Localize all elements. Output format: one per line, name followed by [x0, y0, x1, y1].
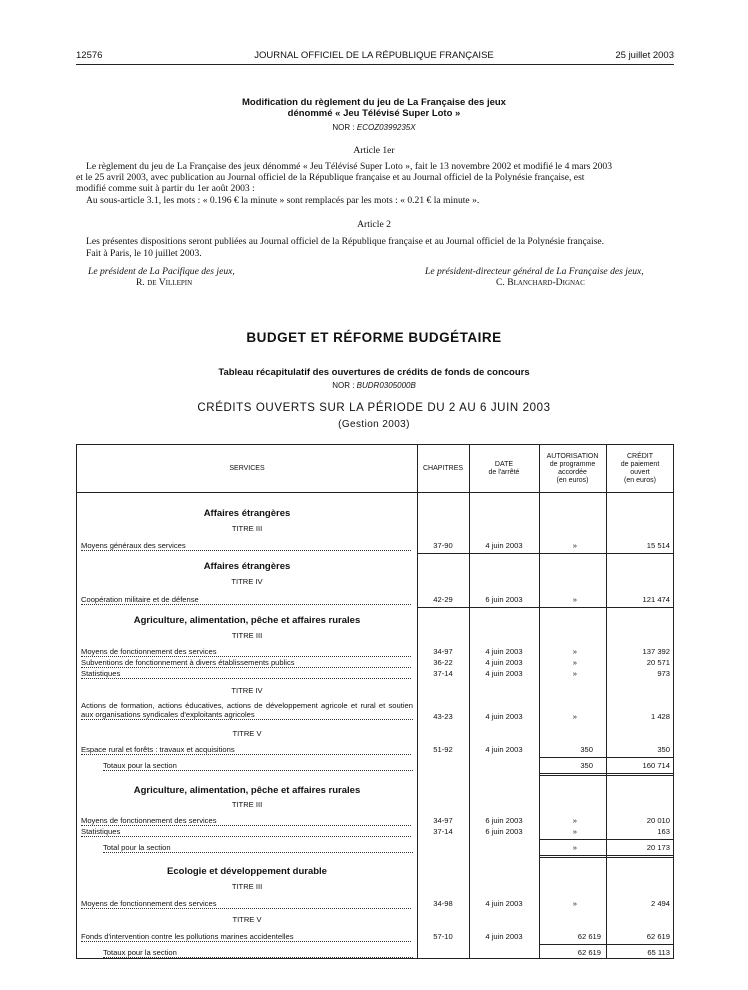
- row-date: 4 juin 2003: [485, 658, 523, 667]
- titre-label: TITRE V: [232, 915, 262, 924]
- nor-value: ECOZ0399235X: [356, 123, 416, 132]
- section-heading: Affaires étrangères: [203, 561, 291, 572]
- header-credit: [606, 445, 674, 492]
- row-ap: »: [572, 647, 577, 656]
- row-chapitre: 34-98: [433, 899, 453, 908]
- titre-label: TITRE III: [231, 524, 263, 533]
- row-chapitre: 37-14: [433, 669, 453, 678]
- titre-label: TITRE IV: [231, 577, 263, 586]
- row-date: 4 juin 2003: [485, 712, 523, 721]
- row-label-text: Actions de formation, actions éducatives, actions de développement agricole et rural et soutien aux organisations syndicales d'exploitants agricoles: [81, 701, 413, 719]
- header-ap-l4: (en euros): [556, 476, 589, 484]
- row-chapitre: 57-10: [433, 932, 453, 941]
- row-chapitre: 36-22: [433, 658, 453, 667]
- row-label: [81, 701, 413, 720]
- titre-label: TITRE IV: [231, 686, 263, 695]
- loto-title-1: Modification du règlement du jeu de La Française des jeux: [242, 97, 506, 108]
- nor-label: NOR :: [332, 381, 355, 390]
- total-cp: 160 714: [642, 761, 670, 770]
- header-rule: [77, 492, 673, 493]
- row-ap: »: [572, 899, 577, 908]
- header-cp-l1: CRÉDIT: [626, 452, 654, 460]
- row-label: [81, 745, 413, 755]
- header-services: SERVICES: [229, 464, 265, 472]
- row-label: [81, 932, 413, 942]
- row-rule: [539, 757, 673, 758]
- row-chapitre: 37-14: [433, 827, 453, 836]
- gestion-label: (Gestion 2003): [338, 419, 410, 430]
- row-rule: [539, 857, 673, 858]
- row-label: [81, 647, 413, 657]
- row-cp: 121 474: [642, 595, 670, 604]
- col-divider: [417, 445, 418, 958]
- issue-date: 25 juillet 2003: [615, 50, 674, 61]
- total-label-text: Totaux pour la section: [103, 761, 413, 771]
- row-label-text: Statistiques: [81, 669, 411, 679]
- budget-nor: [0, 381, 748, 390]
- row-rule: [417, 553, 673, 554]
- row-label-text: Statistiques: [81, 827, 411, 837]
- row-chapitre: 42-29: [433, 595, 453, 604]
- row-date: 4 juin 2003: [485, 541, 523, 550]
- row-date: 4 juin 2003: [485, 745, 523, 754]
- row-rule: [539, 839, 673, 840]
- article2-para2: Fait à Paris, le 10 juillet 2003.: [86, 248, 202, 259]
- row-ap: »: [572, 816, 577, 825]
- total-cp: 20 173: [646, 843, 670, 852]
- row-rule: [539, 773, 673, 774]
- article2-para1: Les présentes dispositions seront publiées au Journal officiel de la République française et au Journal officiel de la Polynésie française.: [86, 236, 605, 247]
- section-heading: Agriculture, alimentation, pêche et affaires rurales: [133, 615, 361, 626]
- signatory-left-role: Le président de La Pacifique des jeux,: [88, 266, 235, 277]
- row-rule: [539, 775, 673, 776]
- signatory-right-name: C. Blanchard-Dignac: [496, 277, 585, 288]
- credits-title: CRÉDITS OUVERTS SUR LA PÉRIODE DU 2 AU 6 JUIN 2003: [197, 402, 551, 414]
- row-label: [81, 816, 413, 826]
- table-title: Tableau récapitulatif des ouvertures de crédits de fonds de concours: [218, 367, 530, 378]
- nor-value: BUDR0305000B: [356, 381, 416, 390]
- header-ap-l2: de programme: [549, 460, 596, 468]
- row-label-text: Coopération militaire et de défense: [81, 595, 411, 605]
- row-label: [81, 595, 413, 605]
- header-cp-l2: de paiement: [620, 460, 660, 468]
- row-label: [81, 541, 413, 551]
- header-chapitres: CHAPITRES: [422, 464, 464, 472]
- section-heading: Affaires étrangères: [203, 508, 291, 519]
- total-label: [103, 761, 413, 771]
- header-date: [469, 445, 539, 492]
- row-label-text: Moyens de fonctionnement des services: [81, 899, 411, 909]
- row-date: 4 juin 2003: [485, 669, 523, 678]
- total-cp: 65 113: [647, 948, 670, 957]
- article1-title: Article 1er: [353, 145, 395, 156]
- section-heading: Ecologie et développement durable: [167, 866, 327, 877]
- row-cp: 163: [657, 827, 670, 836]
- row-chapitre: 34-97: [433, 647, 453, 656]
- row-rule: [539, 855, 673, 856]
- row-date: 6 juin 2003: [485, 816, 523, 825]
- article1-line3: modifié comme suit à partir du 1er août 2003 :: [76, 183, 255, 194]
- header-cp-l4: (en euros): [624, 476, 656, 484]
- titre-label: TITRE III: [231, 800, 263, 809]
- header-date-l1: DATE: [494, 460, 514, 468]
- article1-line1: Le règlement du jeu de La Française des jeux dénommé « Jeu Télévisé Super Loto », fait le 13 novembre 2002 et modifié le 4 mars 2003: [86, 161, 612, 172]
- row-ap: »: [572, 827, 577, 836]
- row-cp: 62 619: [646, 932, 670, 941]
- row-cp: 137 392: [642, 647, 670, 656]
- row-label: [81, 899, 413, 909]
- col-divider: [469, 445, 470, 958]
- header-autorisation: [539, 445, 606, 492]
- col-divider: [539, 445, 540, 958]
- row-rule: [539, 944, 673, 945]
- row-label-text: Subventions de fonctionnement à divers établissements publics: [81, 658, 411, 668]
- row-chapitre: 37-90: [433, 541, 453, 550]
- loto-nor: [0, 123, 748, 132]
- titre-label: TITRE III: [231, 631, 263, 640]
- row-cp: 15 514: [646, 541, 670, 550]
- total-label-text: Totaux pour la section: [103, 948, 413, 958]
- row-ap: »: [572, 658, 577, 667]
- section-heading: BUDGET ET RÉFORME BUDGÉTAIRE: [246, 330, 502, 345]
- row-label-text: Moyens généraux des services: [81, 541, 411, 551]
- row-cp: 2 494: [650, 899, 670, 908]
- row-cp: 1 428: [650, 712, 670, 721]
- signatory-right-role: Le président-directeur général de La Française des jeux,: [425, 266, 644, 277]
- row-ap: »: [572, 541, 577, 550]
- credits-table: [76, 444, 674, 959]
- row-date: 4 juin 2003: [485, 647, 523, 656]
- signatory-left-name: R. de Villepin: [136, 277, 193, 288]
- article1-line2: et le 25 avril 2003, avec publication au Journal officiel de la République française et au Journal officiel de la Polynésie française, est: [76, 172, 585, 183]
- header-ap-l1: AUTORISATION: [546, 452, 599, 460]
- page-number: 12576: [76, 50, 103, 61]
- row-date: 6 juin 2003: [485, 827, 523, 836]
- row-label-text: Fonds d'intervention contre les pollutions marines accidentelles: [81, 932, 411, 942]
- row-label-text: Moyens de fonctionnement des services: [81, 647, 411, 657]
- row-ap: 62 619: [577, 932, 601, 941]
- row-rule: [417, 607, 673, 608]
- row-label: [81, 827, 413, 837]
- journal-title: JOURNAL OFFICIEL DE LA RÉPUBLIQUE FRANÇAISE: [254, 50, 494, 61]
- row-ap: »: [572, 595, 577, 604]
- row-cp: 20 010: [646, 816, 670, 825]
- row-ap: »: [572, 712, 577, 721]
- row-ap: 350: [580, 745, 593, 754]
- row-chapitre: 34-97: [433, 816, 453, 825]
- total-ap: »: [572, 843, 577, 852]
- row-label: [81, 669, 413, 679]
- nor-label: NOR :: [332, 123, 355, 132]
- col-divider: [606, 445, 607, 958]
- total-ap: 350: [580, 761, 593, 770]
- article1-para2: Au sous-article 3.1, les mots : « 0.196 € la minute » sont remplacés par les mots : « 0.21 € la minute ».: [86, 195, 480, 206]
- section-heading: Agriculture, alimentation, pêche et affaires rurales: [133, 785, 361, 796]
- row-label: [81, 658, 413, 668]
- loto-title-2: dénommé « Jeu Télévisé Super Loto »: [287, 108, 461, 119]
- row-date: 6 juin 2003: [485, 595, 523, 604]
- total-label: [103, 948, 413, 958]
- row-cp: 350: [657, 745, 670, 754]
- header-ap-l3: accordée: [558, 468, 587, 476]
- row-date: 4 juin 2003: [485, 899, 523, 908]
- article2-title: Article 2: [357, 219, 391, 230]
- header-date-l2: de l'arrêté: [488, 468, 520, 476]
- row-date: 4 juin 2003: [485, 932, 523, 941]
- row-label-text: Espace rural et forêts : travaux et acquisitions: [81, 745, 411, 755]
- row-cp: 973: [657, 669, 670, 678]
- row-chapitre: 51-92: [433, 745, 453, 754]
- row-ap: »: [572, 669, 577, 678]
- row-label-text: Moyens de fonctionnement des services: [81, 816, 411, 826]
- total-label: [103, 843, 413, 853]
- titre-label: TITRE V: [232, 729, 262, 738]
- total-label-text: Total pour la section: [103, 843, 413, 853]
- header-cp-l3: ouvert: [630, 468, 650, 476]
- row-cp: 20 571: [646, 658, 670, 667]
- total-ap: 62 619: [577, 948, 601, 957]
- row-chapitre: 43-23: [433, 712, 453, 721]
- titre-label: TITRE III: [231, 882, 263, 891]
- header-rule: [76, 64, 674, 65]
